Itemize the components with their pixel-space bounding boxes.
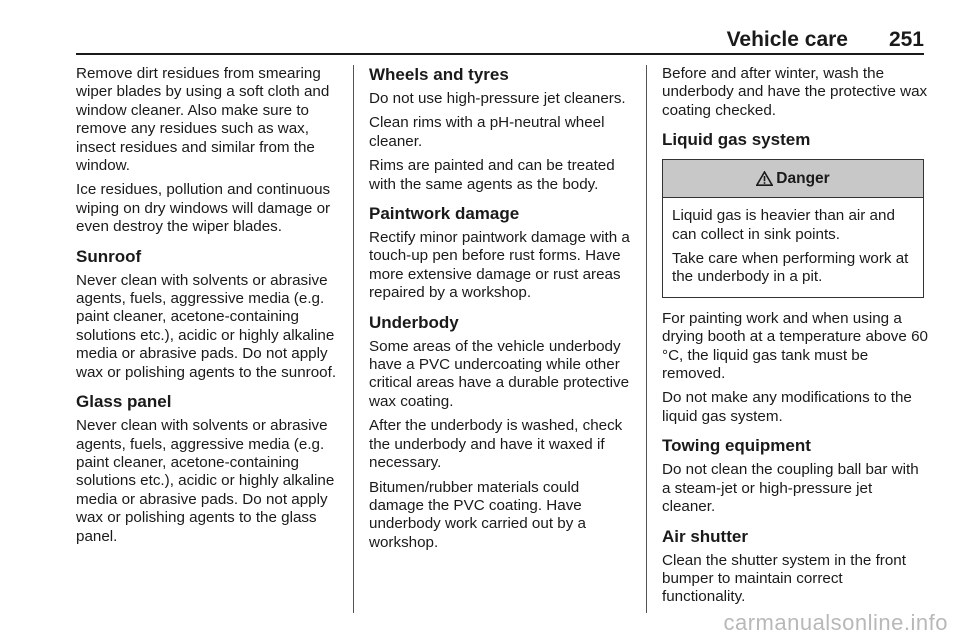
warning-triangle-icon — [756, 171, 773, 186]
paragraph: Do not make any modifications to the liquid gas system. — [662, 389, 912, 425]
paragraph: Before and after winter, wash the underbody and have the protective wax coating checked. — [662, 65, 928, 119]
paragraph: Take care when performing work at the underbody in a pit. — [672, 250, 909, 286]
paragraph: Never clean with solvents or abrasive agents, fuels, aggressive media (e.g. paint cleaner, acetone-containing solutions etc.), acidic or highly alkaline media or abrasive pads. Do not apply wax or polishing agents to the glass panel. — [76, 417, 335, 545]
danger-label: Danger — [776, 169, 830, 187]
paragraph: For painting work and when using a drying booth at a temperature above 60 °C, the liquid gas tank must be removed. — [662, 309, 928, 383]
column-right — [662, 65, 928, 613]
page-title: Vehicle care — [726, 28, 848, 51]
watermark: carmanualsonline.info — [723, 610, 948, 635]
paragraph: Do not clean the coupling ball bar with a steam-jet or high-pressure jet cleaner. — [662, 461, 919, 516]
paragraph: Ice residues, pollution and continuous wiping on dry windows will damage or even destroy the wiper blades. — [76, 181, 331, 236]
section-heading-glass-panel: Glass panel — [76, 392, 172, 412]
column-divider — [353, 65, 354, 613]
paragraph: Clean rims with a pH-neutral wheel cleaner. — [369, 114, 605, 150]
paragraph: Rims are painted and can be treated with the same agents as the body. — [369, 157, 615, 193]
paragraph: Bitumen/rubber materials could damage the PVC coating. Have underbody work carried out by a workshop. — [369, 478, 586, 551]
paragraph: Clean the shutter system in the front bumper to maintain correct functionality. — [662, 551, 906, 606]
danger-header — [663, 160, 923, 198]
paragraph: Rectify minor paintwork damage with a touch-up pen before rust forms. Have more extensive damage or rust areas repaired by a workshop. — [369, 229, 630, 302]
column-left — [76, 65, 342, 552]
section-heading-air-shutter: Air shutter — [662, 526, 748, 546]
paragraph: Some areas of the vehicle underbody have a PVC undercoating while other critical areas have a durable protective wax coating. — [369, 337, 630, 410]
section-heading-sunroof: Sunroof — [76, 246, 142, 266]
danger-box — [662, 159, 924, 298]
header-rule — [76, 53, 924, 55]
section-heading-wheels: Wheels and tyres — [369, 65, 509, 84]
column-middle — [369, 65, 635, 558]
section-heading-paintwork: Paintwork damage — [369, 204, 520, 224]
danger-body — [663, 198, 923, 297]
paragraph: Never clean with solvents or abrasive agents, fuels, aggressive media (e.g. paint cleaner, acetone-containing solutions etc.), acidic or highly alkaline media or abrasive pads. Do not apply wax or polishing agents to the sunroof. — [76, 271, 337, 381]
paragraph: Liquid gas is heavier than air and can collect in sink points. — [672, 207, 895, 243]
column-divider — [646, 65, 647, 613]
section-heading-liquid-gas: Liquid gas system — [662, 130, 811, 150]
page-number: 251 — [888, 28, 924, 51]
section-heading-towing: Towing equipment — [662, 436, 811, 456]
paragraph: After the underbody is washed, check the underbody and have it waxed if necessary. — [369, 417, 623, 472]
section-heading-underbody: Underbody — [369, 312, 459, 332]
paragraph: Do not use high-pressure jet cleaners. — [369, 90, 626, 107]
page-header — [76, 28, 924, 54]
paragraph: Remove dirt residues from smearing wiper blades by using a soft cloth and window cleaner. Also make sure to remove any residues such as wax, insect residues and similar from the window. — [76, 65, 330, 175]
